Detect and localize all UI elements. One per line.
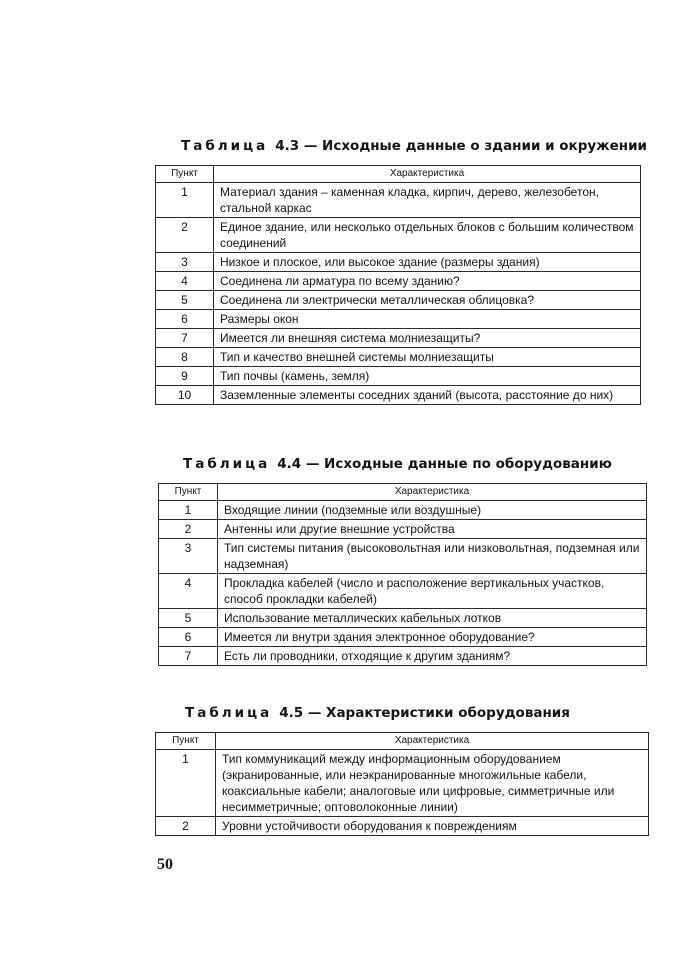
table-row [156,253,641,272]
row-number: 5 [159,609,218,628]
row-number: 2 [156,817,216,836]
row-number: 7 [159,647,218,666]
table-row [156,183,641,218]
table-row [156,310,641,329]
row-number: 6 [156,310,214,329]
row-text: Использование металлических кабельных лотков [218,609,647,628]
row-text: Материал здания – каменная кладка, кирпич, дерево, железобетон, стальной каркас [214,183,641,218]
row-text: Единое здание, или несколько отдельных блоков с большим количеством соединений [214,218,641,253]
table-row [159,647,647,666]
table-row [156,817,649,836]
row-text: Низкое и плоское, или высокое здание (размеры здания) [214,253,641,272]
col-header-characteristic: Характеристика [218,484,647,501]
caption-text: 4.5 — Характеристики оборудования [279,705,570,721]
table-row [156,348,641,367]
caption-word: Таблица [185,705,273,721]
table-4-4-caption [183,456,700,472]
row-text: Прокладка кабелей (число и расположение вертикальных участков, способ прокладки кабелей) [218,574,647,609]
row-number: 9 [156,367,214,386]
table-4-4 [158,483,647,666]
col-header-point: Пункт [156,733,216,750]
caption-word: Таблица [181,138,269,154]
table-header-row [156,166,641,183]
row-number: 4 [159,574,218,609]
table-row [159,574,647,609]
col-header-point: Пункт [159,484,218,501]
row-number: 1 [156,750,216,817]
page-number: 50 [157,856,173,873]
table-row [156,329,641,348]
row-number: 8 [156,348,214,367]
row-number: 10 [156,386,214,405]
row-text: Тип коммуникаций между информационным оборудованием (экранированные, или неэкранированные многожильные кабели, коаксиальные кабели; аналоговые или цифровые, симметричные или несимметричные; оптоволоконные линии) [216,750,649,817]
caption-word: Таблица [183,456,271,472]
table-header-row [156,733,649,750]
table-row [156,367,641,386]
row-number: 5 [156,291,214,310]
row-text: Входящие линии (подземные или воздушные) [218,501,647,520]
row-number: 2 [159,520,218,539]
table-row [156,218,641,253]
table-4-5-caption [185,705,700,721]
row-text: Антенны или другие внешние устройства [218,520,647,539]
table-row [159,520,647,539]
table-4-5 [155,732,649,836]
row-text: Тип почвы (камень, земля) [214,367,641,386]
row-number: 4 [156,272,214,291]
row-number: 3 [159,539,218,574]
table-header-row [159,484,647,501]
table-row [156,272,641,291]
row-text: Есть ли проводники, отходящие к другим зданиям? [218,647,647,666]
table-row [159,501,647,520]
table-row [159,539,647,574]
caption-text: 4.3 — Исходные данные о здании и окружении [275,138,648,154]
row-text: Соединена ли арматура по всему зданию? [214,272,641,291]
col-header-characteristic: Характеристика [214,166,641,183]
row-text: Тип и качество внешней системы молниезащиты [214,348,641,367]
table-row [159,609,647,628]
row-number: 2 [156,218,214,253]
row-text: Имеется ли внутри здания электронное оборудование? [218,628,647,647]
table-4-3 [155,165,641,405]
row-number: 1 [159,501,218,520]
row-text: Имеется ли внешняя система молниезащиты? [214,329,641,348]
row-number: 3 [156,253,214,272]
table-row [159,628,647,647]
row-text: Тип системы питания (высоковольтная или низковольтная, подземная или надземная) [218,539,647,574]
col-header-characteristic: Характеристика [216,733,649,750]
col-header-point: Пункт [156,166,214,183]
row-text: Размеры окон [214,310,641,329]
row-number: 7 [156,329,214,348]
row-text: Заземленные элементы соседних зданий (высота, расстояние до них) [214,386,641,405]
caption-text: 4.4 — Исходные данные по оборудованию [277,456,612,472]
table-row [156,750,649,817]
table-4-3-caption [181,138,700,154]
table-row [156,291,641,310]
row-number: 1 [156,183,214,218]
row-text: Соединена ли электрически металлическая облицовка? [214,291,641,310]
row-text: Уровни устойчивости оборудования к повреждениям [216,817,649,836]
table-row [156,386,641,405]
row-number: 6 [159,628,218,647]
